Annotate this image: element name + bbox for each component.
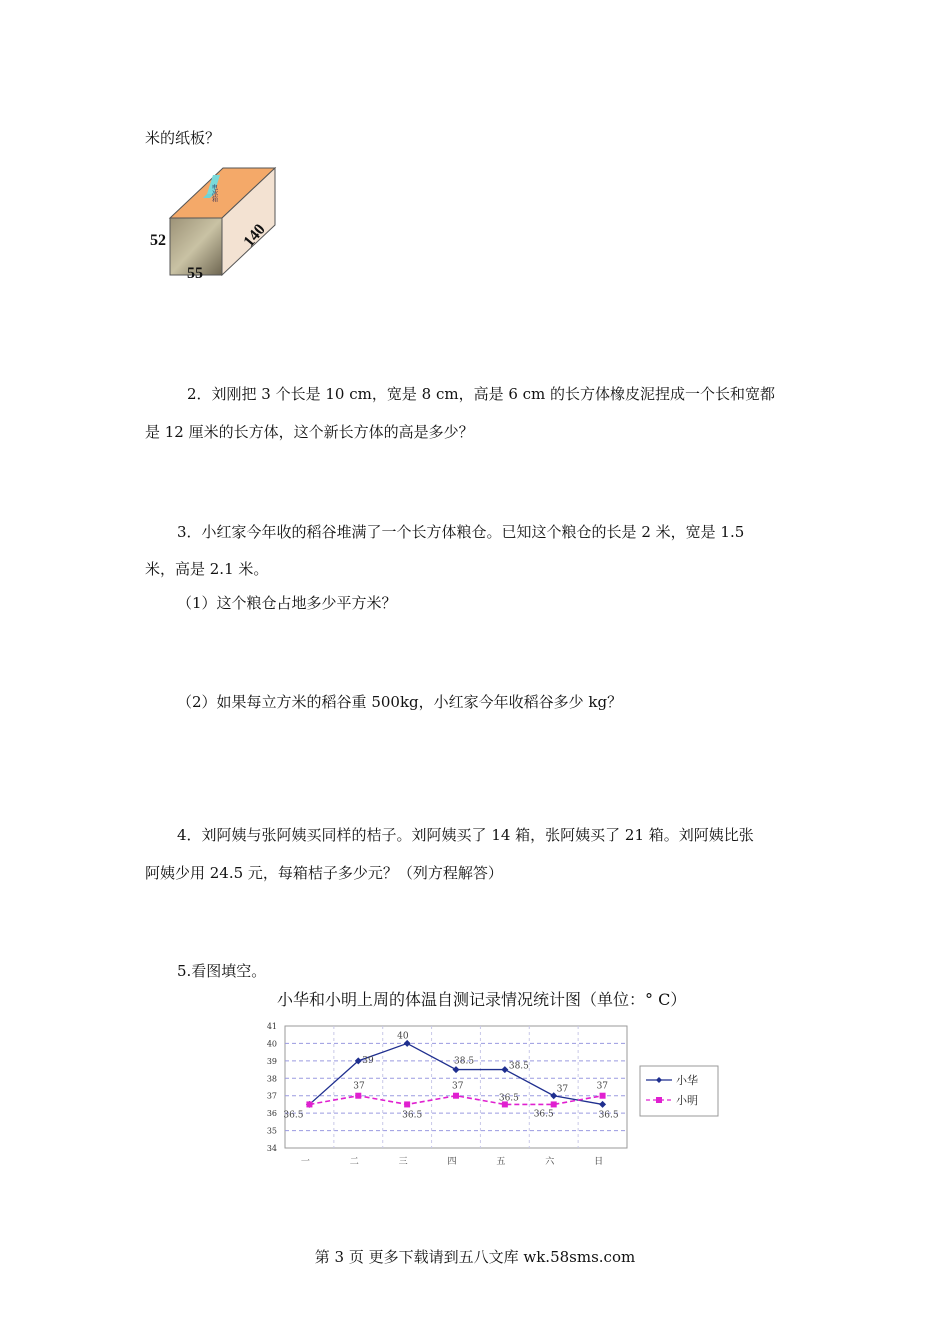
q4-line1: 4．刘阿姨与张阿姨买同样的桔子。刘阿姨买了 14 箱，张阿姨买了 21 箱。刘阿姨比张 [177,826,754,844]
x-tick-label: 五 [496,1157,506,1167]
data-label: 37 [353,1081,365,1092]
q2-line2: 是 12 厘米的长方体，这个新长方体的高是多少？ [145,423,474,441]
chart-svg [255,1018,735,1170]
data-label: 36.5 [283,1110,304,1121]
label-length: 140 [240,221,269,251]
x-tick-label: 一 [300,1157,310,1167]
data-label: 36.5 [533,1109,554,1120]
data-label: 37 [596,1081,609,1092]
q2-line1: 2．刘刚把 3 个长是 10 cm，宽是 8 cm，高是 6 cm 的长方体橡皮泥捏成一个长和宽都 [187,385,776,403]
label-width: 55 [187,265,203,282]
data-label: 38.5 [454,1056,475,1067]
y-tick-label: 35 [266,1126,277,1136]
data-label: 36.5 [402,1110,423,1121]
x-tick-label: 日 [594,1157,604,1167]
y-tick-label: 37 [266,1091,277,1101]
legend-label: 小明 [676,1094,698,1107]
q3-sub2: （2）如果每立方米的稻谷重 500kg，小红家今年收稻谷多少 kg？ [177,693,623,711]
data-label: 36.5 [598,1110,619,1121]
data-label: 37 [556,1084,569,1095]
q5-label: 5.看图填空。 [177,962,267,980]
x-tick-label: 四 [447,1157,457,1167]
box-figure [145,165,295,285]
data-label: 37 [452,1081,464,1092]
y-tick-label: 40 [266,1039,277,1049]
data-label: 39 [362,1055,374,1066]
y-tick-label: 38 [266,1074,277,1084]
intro-line: 米的纸板？ [145,129,221,147]
legend-label: 小华 [676,1074,698,1087]
y-tick-label: 36 [266,1109,277,1119]
data-label: 36.5 [498,1093,519,1104]
q3-sub1: （1）这个粮仓占地多少平方米？ [177,594,397,612]
line-chart [255,1018,735,1170]
point-marker [355,1093,361,1099]
point-marker [600,1093,606,1099]
label-height: 52 [150,232,166,249]
y-tick-label: 39 [266,1056,277,1066]
point-marker [551,1101,557,1107]
y-tick-label: 41 [266,1022,277,1031]
q3-line2: 米，高是 2.1 米。 [145,560,269,578]
q4-line2: 阿姨少用 24.5 元，每箱桔子多少元？（列方程解答） [145,864,503,882]
page-footer: 第 3 页 更多下载请到五八文库 wk.58sms.com [314,1248,636,1266]
chart-title: 小华和小明上周的体温自测记录情况统计图（单位：° C） [277,990,687,1009]
tape-text: 电冰箱 [210,184,218,202]
legend-marker [656,1097,662,1103]
box-illustration [145,165,295,285]
point-marker [453,1093,459,1099]
point-marker [404,1101,410,1107]
data-label: 38.5 [508,1061,529,1072]
q3-line1: 3．小红家今年收的稻谷堆满了一个长方体粮仓。已知这个粮仓的长是 2 米，宽是 1.5 [177,523,745,541]
y-tick-label: 34 [266,1144,277,1153]
x-tick-label: 三 [398,1157,408,1167]
x-tick-label: 六 [545,1157,555,1167]
x-tick-label: 二 [349,1157,359,1167]
data-label: 40 [397,1031,409,1042]
point-marker [306,1101,312,1107]
